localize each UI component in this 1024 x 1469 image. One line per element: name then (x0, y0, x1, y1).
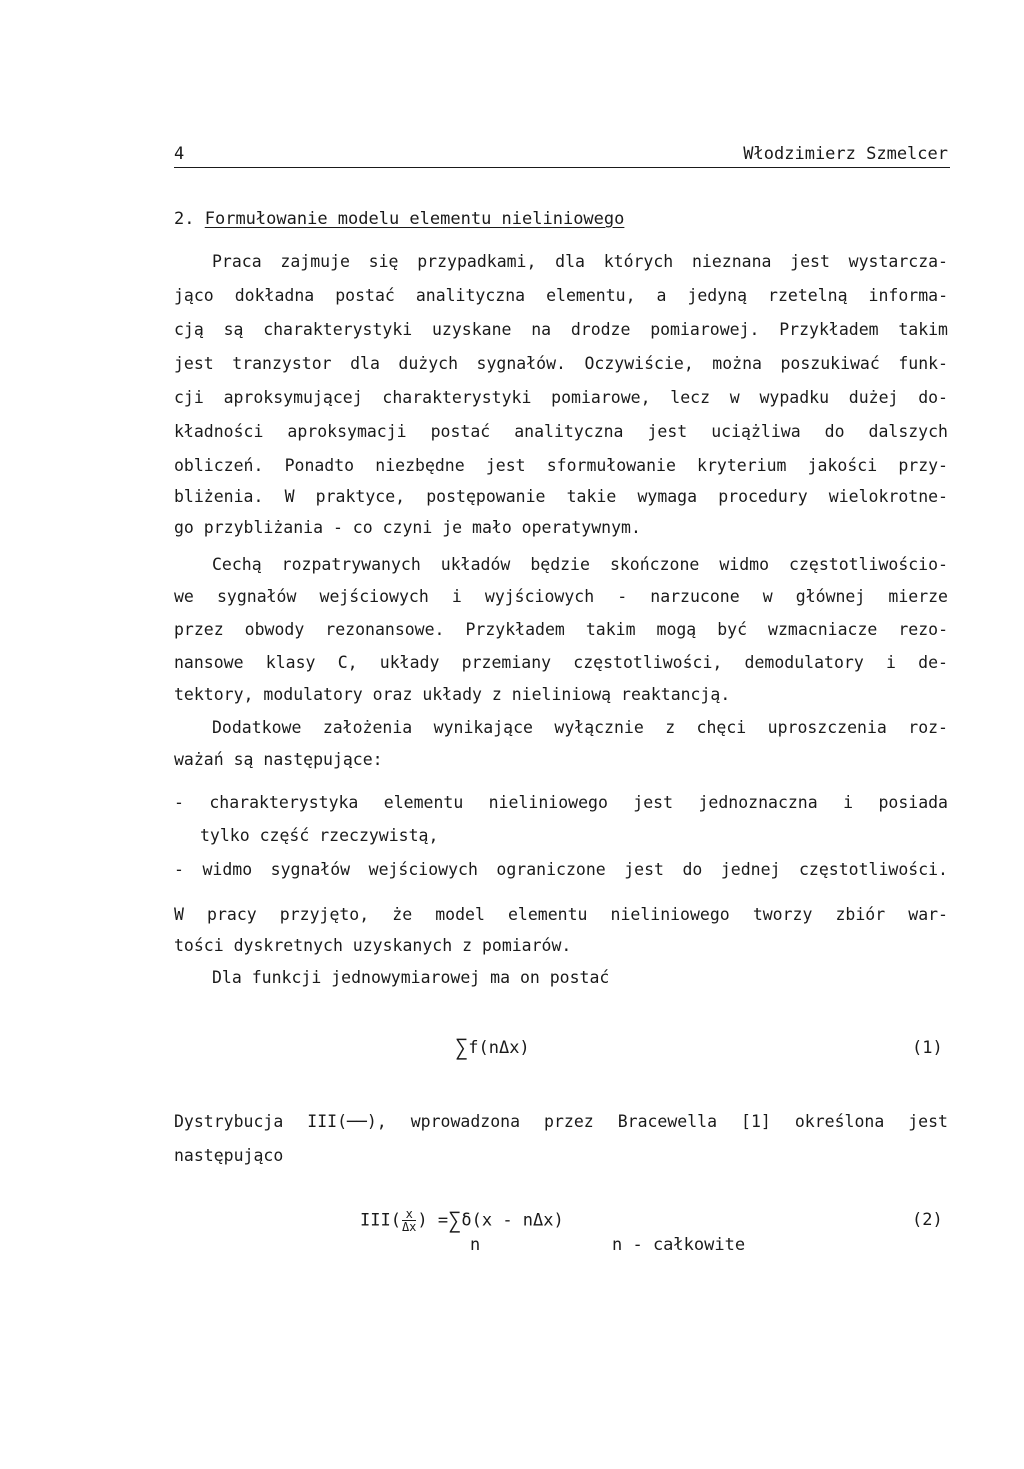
fraction (402, 1208, 416, 1233)
section-number: 2. (174, 209, 195, 229)
paragraph-line: kładności aproksymacji postać analityczna jest uciążliwa do dalszych (174, 422, 948, 441)
bullet-item: - widmo sygnałów wejściowych ograniczone jest do jednej częstotliwości. (174, 860, 948, 879)
paragraph-line: jąco dokładna postać analityczna elementu, a jedyną rzetelną informa- (174, 286, 948, 305)
author-name: Włodzimierz Szmelcer (743, 144, 948, 164)
paragraph-line: bliżenia. W praktyce, postępowanie takie wymaga procedury wielokrotne- (174, 487, 948, 506)
equation-2 (360, 1208, 564, 1234)
paragraph-line: W pracy przyjęto, że model elementu nieliniowego tworzy zbiór war- (174, 905, 948, 924)
sum-symbol: ∑ (448, 1208, 462, 1234)
bullet-item: - charakterystyka elementu nieliniowego jest jednoznaczna i posiada (174, 793, 948, 812)
page-number: 4 (174, 144, 185, 164)
paragraph-line: cji aproksymującej charakterystyki pomiarowe, lecz w wypadku dużej do- (174, 388, 948, 407)
sum-symbol: ∑ (455, 1036, 469, 1061)
section-heading (174, 207, 624, 231)
paragraph-line: Praca zajmuje się przypadkami, dla których nieznana jest wystarcza- (212, 252, 948, 271)
paragraph-line: Dodatkowe założenia wynikające wyłącznie z chęci uproszczenia roz- (212, 718, 948, 737)
paragraph-line: przez obwody rezonansowe. Przykładem takim mogą być wzmacniacze rezo- (174, 620, 948, 639)
paragraph-line: obliczeń. Ponadto niezbędne jest sformułowanie kryterium jakości przy- (174, 456, 948, 475)
paragraph-line: Dla funkcji jednowymiarowej ma on postać (212, 968, 610, 987)
paragraph-line: we sygnałów wejściowych i wyjściowych - narzucone w głównej mierze (174, 587, 948, 606)
equation-expression: f(nΔx) (468, 1038, 530, 1058)
fraction-denominator: Δx (401, 1220, 417, 1234)
equation-number: (1) (912, 1038, 943, 1058)
fraction-numerator: x (402, 1208, 416, 1221)
paragraph-line: jest tranzystor dla dużych sygnałów. Oczywiście, można poszukiwać funk- (174, 354, 948, 373)
section-title: Formułowanie modelu elementu nieliniowego (204, 209, 625, 229)
sum-subscript: n (470, 1235, 481, 1255)
equation-1 (455, 1036, 530, 1061)
bullet-item-continuation: tylko część rzeczywistą, (200, 826, 439, 845)
equation-expression: δ(x - nΔx) (461, 1210, 564, 1231)
paragraph-line: tektory, modulatory oraz układy z nieliniową reaktancją. (174, 685, 731, 704)
equation-lhs: III( (360, 1210, 401, 1231)
equation-equals: ) = (417, 1210, 449, 1231)
paragraph-line: go przybliżania - co czyni je mało operatywnym. (174, 518, 641, 537)
paragraph-line: tości dyskretnych uzyskanych z pomiarów. (174, 936, 572, 955)
paragraph-line: następująco (174, 1146, 284, 1165)
equation-number: (2) (912, 1210, 943, 1230)
paragraph-line: cją są charakterystyki uzyskane na drodze pomiarowej. Przykładem takim (174, 320, 948, 339)
paragraph-line: nansowe klasy C, układy przemiany częstotliwości, demodulatory i de- (174, 653, 948, 672)
paragraph-line: Dystrybucja III(──), wprowadzona przez Bracewella [1] określona jest (174, 1112, 948, 1131)
running-header (174, 143, 950, 168)
paragraph-line: ważań są następujące: (174, 750, 383, 769)
paragraph-line: Cechą rozpatrywanych układów będzie skończone widmo częstotliwościo- (212, 555, 948, 574)
equation-note: n - całkowite (612, 1235, 746, 1255)
